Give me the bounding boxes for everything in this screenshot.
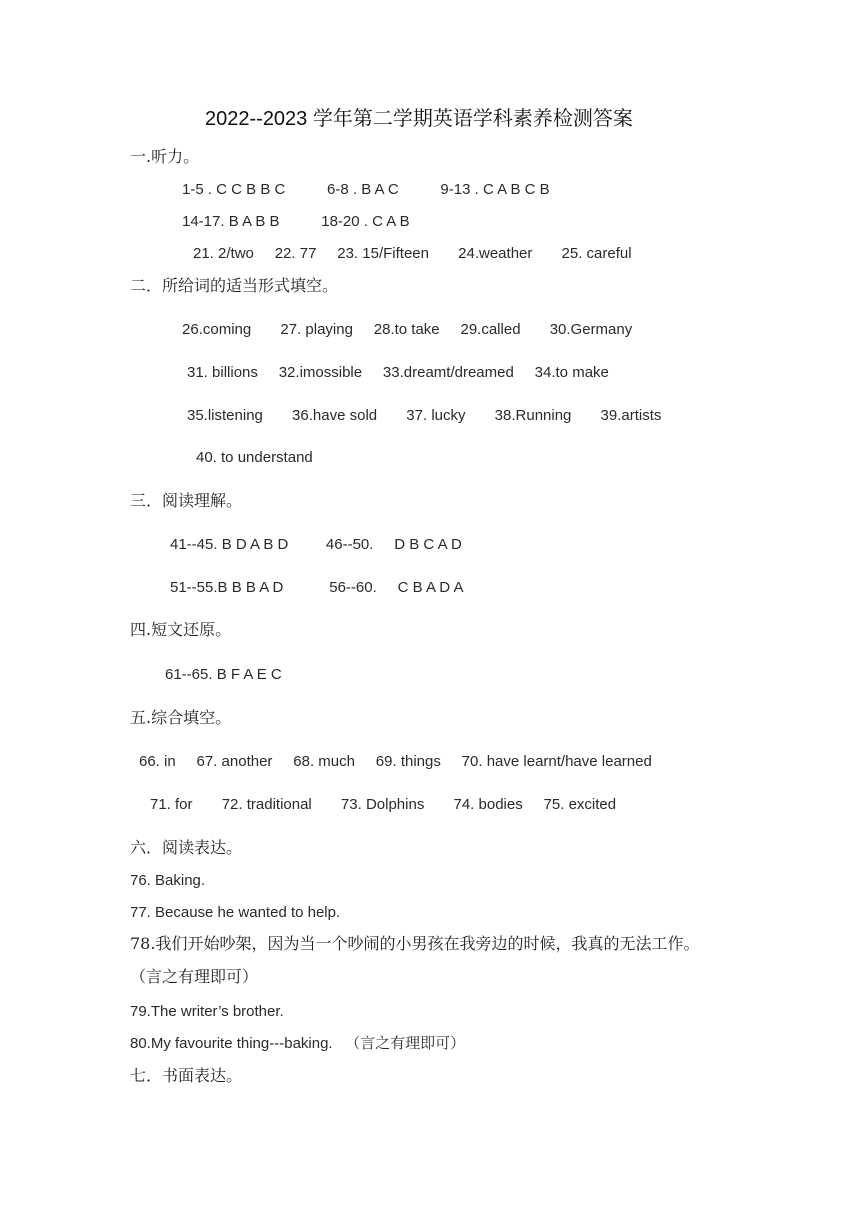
section-heading-writing: 七．书面表达。: [130, 1066, 243, 1085]
answer-line: 26.coming 27. playing 28.to take 29.called 30.Germany: [182, 321, 633, 338]
section-heading-reading-expression: 六．阅读表达。: [130, 838, 243, 857]
section-heading-passage-restore: 四.短文还原。: [130, 620, 232, 639]
answer-line: 66. in 67. another 68. much 69. things 70. have learnt/have learned: [139, 753, 652, 770]
answer-line: 79.The writer’s brother.: [130, 1003, 284, 1020]
answer-line: 80.My favourite thing---baking. （言之有理即可）: [130, 1035, 466, 1052]
answer-line: 14-17. B A B B 18-20 . C A B: [182, 213, 410, 230]
answer-line: 21. 2/two 22. 77 23. 15/Fifteen 24.weather 25. careful: [193, 245, 632, 262]
answer-line: 77. Because he wanted to help.: [130, 904, 341, 921]
answer-note: （言之有理即可）: [130, 967, 259, 986]
answer-line: 76. Baking.: [130, 872, 206, 889]
answer-line: 41--45. B D A B D 46--50. D B C A D: [170, 536, 462, 553]
section-heading-cloze: 五.综合填空。: [130, 708, 232, 727]
answer-line: 35.listening 36.have sold 37. lucky 38.Running 39.artists: [187, 407, 662, 424]
section-heading-listening: 一.听力。: [130, 147, 200, 166]
answer-line: 31. billions 32.imossible 33.dreamt/dreamed 34.to make: [187, 364, 609, 381]
answer-line: 40. to understand: [196, 449, 313, 466]
page-title: 2022--2023 学年第二学期英语学科素养检测答案: [205, 108, 633, 130]
answer-line: 71. for 72. traditional 73. Dolphins 74. bodies 75. excited: [150, 796, 617, 813]
section-heading-reading: 三．阅读理解。: [130, 491, 243, 510]
section-heading-word-forms: 二．所给词的适当形式填空。: [130, 276, 339, 295]
answer-line: 1-5 . C C B B C 6-8 . B A C 9-13 . C A B C B: [182, 181, 550, 198]
answer-line: 51--55.B B B A D 56--60. C B A D A: [170, 579, 464, 596]
answer-line: 78.我们开始吵架，因为当一个吵闹的小男孩在我旁边的时候，我真的无法工作。: [130, 934, 700, 953]
answer-line: 61--65. B F A E C: [165, 666, 282, 683]
